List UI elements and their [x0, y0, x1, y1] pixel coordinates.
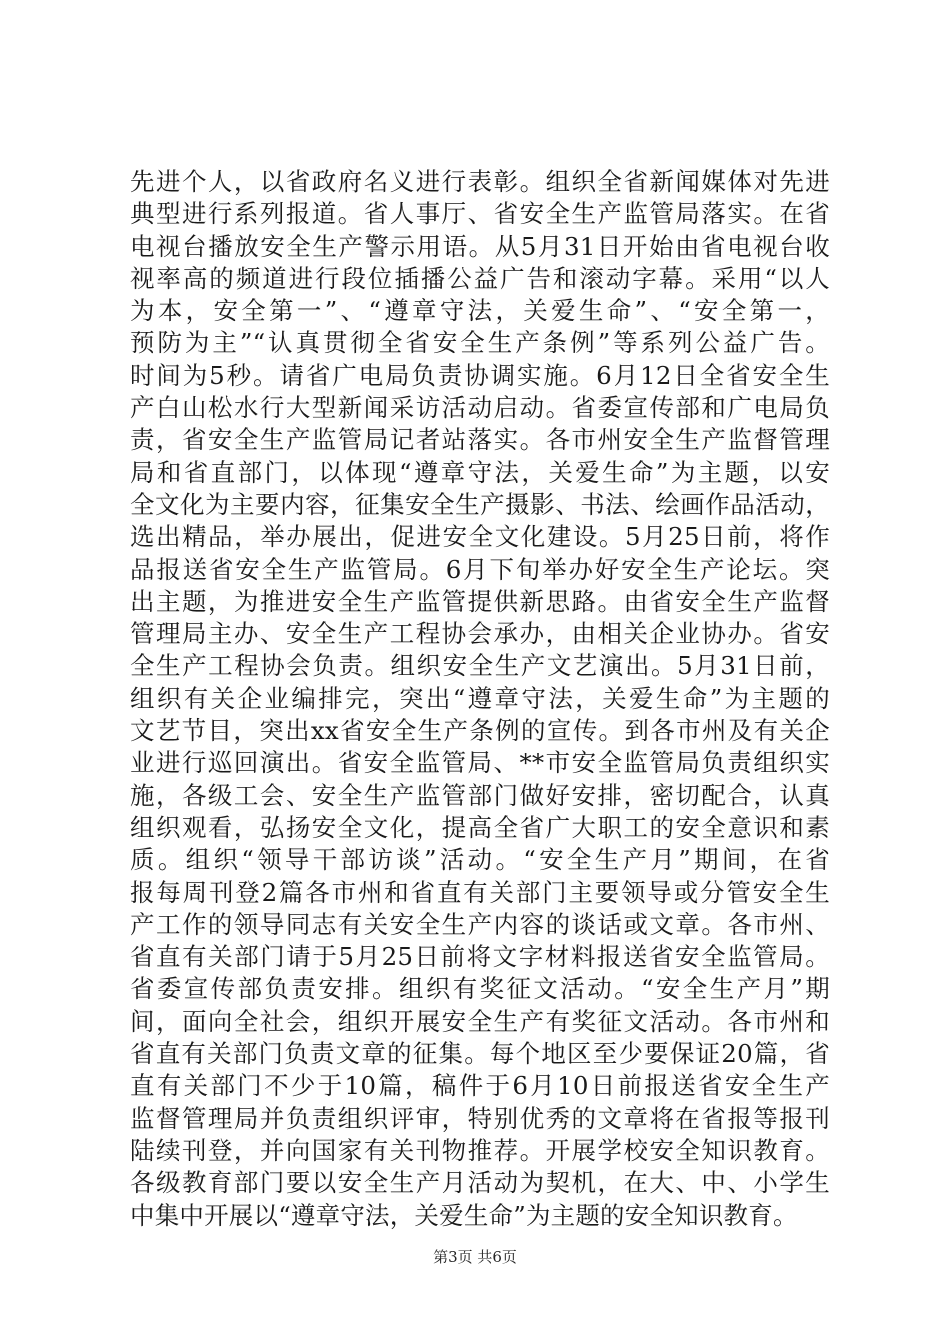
text-line: 为本，安全第一”、“遵章守法，关爱生命”、“安全第一， — [130, 296, 830, 326]
text-line: 责，省安全生产监管局记者站落实。各市州安全生产监督管理 — [130, 425, 830, 455]
text-line: 各级教育部门要以安全生产月活动为契机，在大、中、小学生 — [130, 1168, 830, 1198]
text-line: 选出精品，举办展出，促进安全文化建设。5月25日前，将作 — [130, 522, 830, 552]
text-line: 监督管理局并负责组织评审，特别优秀的文章将在省报等报刊 — [130, 1103, 830, 1133]
text-line: 业进行巡回演出。省安全监管局、**市安全监管局负责组织实 — [130, 748, 830, 778]
text-line: 典型进行系列报道。省人事厅、省安全生产监管局落实。在省 — [130, 199, 830, 229]
text-line: 组织有关企业编排完，突出“遵章守法，关爱生命”为主题的 — [130, 683, 830, 713]
text-line: 电视台播放安全生产警示用语。从5月31日开始由省电视台收 — [130, 231, 830, 261]
text-line: 省直有关部门负责文章的征集。每个地区至少要保证20篇，省 — [130, 1039, 830, 1069]
text-line: 产工作的领导同志有关安全生产内容的谈话或文章。各市州、 — [130, 909, 830, 939]
text-line: 文艺节目，突出xx省安全生产条例的宣传。到各市州及有关企 — [130, 716, 830, 746]
text-line: 管理局主办、安全生产工程协会承办，由相关企业协办。省安 — [130, 619, 830, 649]
text-line: 质。组织“领导干部访谈”活动。“安全生产月”期间，在省 — [130, 845, 830, 875]
text-line: 品报送省安全生产监管局。6月下旬举办好安全生产论坛。突 — [130, 554, 830, 584]
text-line: 产白山松水行大型新闻采访活动启动。省委宣传部和广电局负 — [130, 393, 830, 423]
text-line: 陆续刊登，并向国家有关刊物推荐。开展学校安全知识教育。 — [130, 1135, 830, 1165]
text-line: 局和省直部门，以体现“遵章守法，关爱生命”为主题，以安 — [130, 457, 830, 487]
text-line: 报每周刊登2篇各市州和省直有关部门主要领导或分管安全生 — [130, 877, 830, 907]
text-line: 中集中开展以“遵章守法，关爱生命”为主题的安全知识教育。 — [130, 1200, 798, 1230]
text-line: 预防为主”“认真贯彻全省安全生产条例”等系列公益广告。 — [130, 328, 830, 358]
text-line: 视率高的频道进行段位插播公益广告和滚动字幕。采用“以人 — [130, 263, 830, 293]
text-line: 省直有关部门请于5月25日前将文字材料报送省安全监管局。 — [130, 942, 830, 972]
page-number-footer: 第3页 共6页 — [433, 1248, 517, 1266]
text-line: 组织观看，弘扬安全文化，提高全省广大职工的安全意识和素 — [130, 812, 830, 842]
text-line: 省委宣传部负责安排。组织有奖征文活动。“安全生产月”期 — [130, 974, 830, 1004]
text-line: 间，面向全社会，组织开展安全生产有奖征文活动。各市州和 — [130, 1006, 830, 1036]
text-line: 施，各级工会、安全生产监管部门做好安排，密切配合，认真 — [130, 780, 830, 810]
body-text — [130, 166, 830, 1232]
text-line: 全文化为主要内容，征集安全生产摄影、书法、绘画作品活动， — [130, 489, 830, 519]
text-line: 直有关部门不少于10篇，稿件于6月10日前报送省安全生产 — [130, 1071, 830, 1101]
text-line: 出主题，为推进安全生产监管提供新思路。由省安全生产监督 — [130, 586, 830, 616]
text-line: 全生产工程协会负责。组织安全生产文艺演出。5月31日前， — [130, 651, 830, 681]
text-line: 时间为5秒。请省广电局负责协调实施。6月12日全省安全生 — [130, 360, 830, 390]
text-line: 先进个人，以省政府名义进行表彰。组织全省新闻媒体对先进 — [130, 167, 830, 196]
